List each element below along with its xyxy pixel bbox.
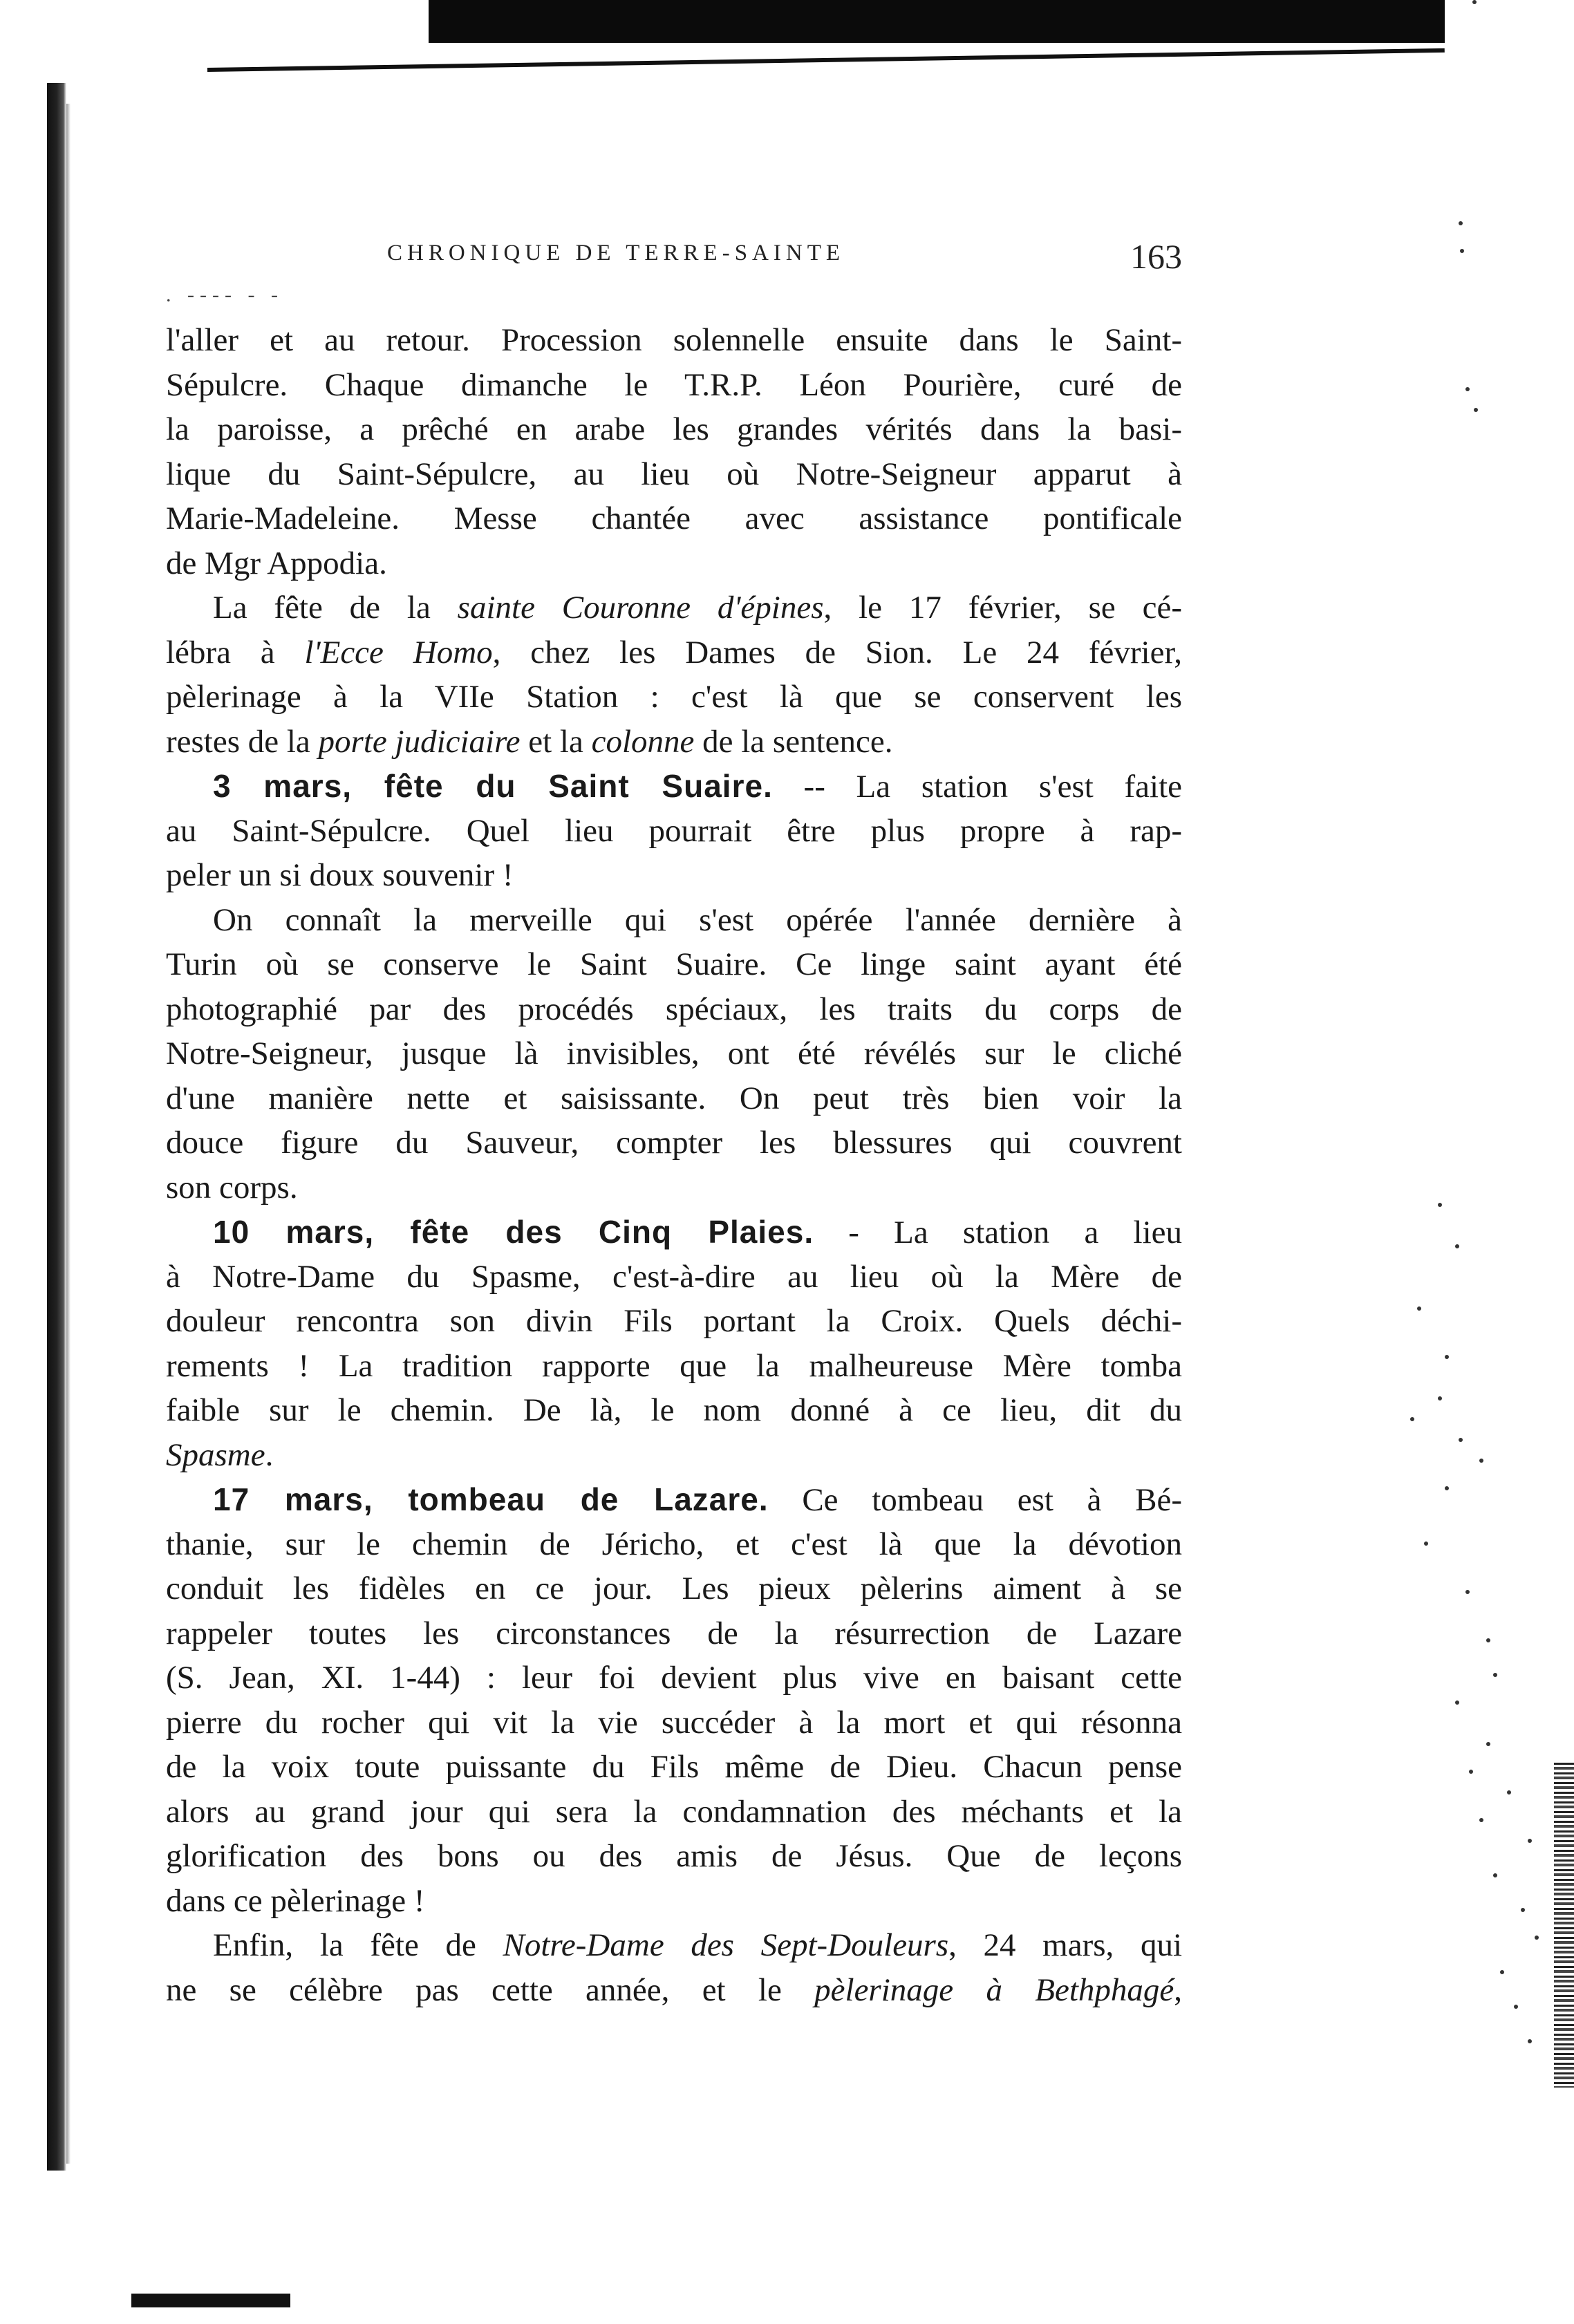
text-segment: douleur rencontra son divin Fils portant la Croix. Quels déchi- — [166, 1303, 1182, 1339]
scan-speck — [1465, 1590, 1470, 1594]
text-line — [166, 1923, 1182, 1968]
scan-left-edge-shadow — [66, 104, 71, 2164]
text-segment: au Saint-Sépulcre. Quel lieu pourrait être plus propre à rap- — [166, 812, 1182, 849]
italic-text: colonne — [591, 723, 695, 760]
text-line — [166, 1210, 1182, 1255]
scan-speck — [1479, 1459, 1483, 1463]
scan-top-bar — [429, 0, 1445, 43]
text-line — [166, 407, 1182, 452]
scan-speck — [1493, 1673, 1497, 1677]
page-number: 163 — [1130, 237, 1182, 276]
text-line — [166, 987, 1182, 1032]
text-line — [166, 675, 1182, 720]
scan-bottom-mark — [131, 2294, 290, 2307]
scan-speck — [1486, 1638, 1490, 1642]
text-segment: Notre-Seigneur, jusque là invisibles, ont été révélés sur le cliché — [166, 1036, 1182, 1071]
text-line — [166, 363, 1182, 408]
italic-text: Spasme — [166, 1436, 265, 1473]
text-segment: et la — [520, 723, 592, 760]
section-heading: 17 mars, tombeau de Lazare. — [213, 1481, 769, 1517]
text-segment: , 24 mars, qui — [948, 1927, 1182, 1963]
scan-speck — [1486, 1742, 1490, 1746]
scan-speck — [1417, 1306, 1421, 1311]
text-line — [166, 853, 1182, 898]
scan-speck — [1472, 0, 1477, 4]
text-line — [166, 1121, 1182, 1165]
italic-text: Notre-Dame des Sept-Douleurs — [503, 1927, 949, 1963]
text-segment: lébra à — [166, 634, 305, 671]
scan-speck — [1455, 1244, 1459, 1248]
scan-speck — [1514, 2005, 1518, 2009]
text-line — [166, 1834, 1182, 1879]
text-line — [166, 1031, 1182, 1076]
text-segment: à Notre-Dame du Spasme, c'est-à-dire au lieu où la Mère de — [166, 1258, 1182, 1295]
italic-text: l'Ecce Homo — [304, 634, 493, 671]
text-line — [166, 1879, 1182, 1924]
text-line — [166, 1522, 1182, 1567]
text-line — [166, 764, 1182, 809]
text-segment: la paroisse, a prêché en arabe les grandes vérités dans la basi- — [166, 411, 1182, 447]
text-segment: (S. Jean, XI. 1-44) : leur foi devient plus vive en baisant cette — [166, 1660, 1182, 1696]
text-line — [166, 541, 1182, 586]
text-segment: ne se célèbre pas cette année, et le — [166, 1971, 815, 2008]
text-segment: rappeler toutes les circonstances de la résurrection de Lazare — [166, 1615, 1182, 1651]
text-line — [166, 452, 1182, 497]
text-line — [166, 318, 1182, 363]
text-segment: On connaît la merveille qui s'est opérée l'année dernière à — [213, 901, 1182, 938]
italic-text: sainte Couronne d'épines — [457, 590, 824, 626]
text-segment: Marie-Madeleine. Messe chantée avec assistance pontificale — [166, 500, 1182, 536]
scan-speck — [1528, 2039, 1532, 2043]
italic-text: porte judiciaire — [318, 723, 521, 760]
text-segment: restes de la — [166, 723, 319, 760]
text-segment: , le 17 février, se cé- — [823, 590, 1182, 626]
text-line — [166, 585, 1182, 630]
scan-speck — [1493, 1873, 1497, 1877]
text-line — [166, 1790, 1182, 1835]
text-line — [166, 630, 1182, 675]
scan-speck — [1455, 1700, 1459, 1705]
text-segment: de la voix toute puissante du Fils même de Dieu. Chacun pense — [166, 1749, 1182, 1785]
text-line — [166, 942, 1182, 987]
text-segment: conduit les fidèles en ce jour. Les pieux pèlerins aiment à se — [166, 1571, 1182, 1606]
text-segment: faible sur le chemin. De là, le nom donné à ce lieu, dit du — [166, 1392, 1182, 1428]
text-segment: - La station a lieu — [814, 1215, 1182, 1250]
scan-left-edge — [47, 83, 66, 2171]
text-line — [166, 496, 1182, 541]
scan-top-rule — [207, 48, 1445, 72]
text-line — [166, 1255, 1182, 1300]
text-segment: photographié par des procédés spéciaux, les traits du corps de — [166, 991, 1182, 1027]
scan-speck — [1479, 1818, 1483, 1822]
text-line — [166, 1700, 1182, 1745]
scan-speck — [1535, 1936, 1539, 1940]
text-line — [166, 898, 1182, 943]
text-line — [166, 1165, 1182, 1210]
text-segment: lique du Saint-Sépulcre, au lieu où Notre-Seigneur apparut à — [166, 456, 1182, 492]
text-line — [166, 1076, 1182, 1121]
body-text — [166, 318, 1182, 2012]
scan-speck — [1410, 1417, 1414, 1421]
text-segment: l'aller et au retour. Procession solennelle ensuite dans le Saint- — [166, 322, 1182, 358]
scan-speck — [1521, 1908, 1525, 1912]
scan-speck — [1445, 1355, 1449, 1359]
text-line — [166, 1477, 1182, 1522]
text-segment: dans ce pèlerinage ! — [166, 1882, 425, 1919]
text-line — [166, 1388, 1182, 1433]
text-segment: , chez les Dames de Sion. Le 24 février, — [492, 634, 1182, 671]
scan-speck — [1460, 249, 1464, 253]
text-segment: thanie, sur le chemin de Jéricho, et c'est là que la dévotion — [166, 1526, 1182, 1562]
text-line — [166, 1611, 1182, 1656]
text-line — [166, 1745, 1182, 1790]
text-segment: . — [265, 1436, 274, 1473]
text-segment: alors au grand jour qui sera la condamnation des méchants et la — [166, 1793, 1182, 1830]
scan-speck — [1445, 1486, 1449, 1490]
text-line — [166, 809, 1182, 854]
text-segment: Ce tombeau est à Bé- — [768, 1482, 1182, 1518]
text-segment: rements ! La tradition rapporte que la malheureuse Mère tomba — [166, 1347, 1182, 1384]
text-segment: , — [1174, 1971, 1182, 2008]
scan-speck — [1474, 408, 1478, 412]
scan-speck — [1528, 1839, 1532, 1843]
scan-speck — [1500, 1970, 1504, 1974]
text-segment: Sépulcre. Chaque dimanche le T.R.P. Léon Pourière, curé de — [166, 366, 1182, 403]
text-segment: pierre du rocher qui vit la vie succéder à la mort et qui résonna — [166, 1704, 1182, 1741]
scan-speck — [1507, 1790, 1511, 1794]
text-segment: d'une manière nette et saisissante. On peut très bien voir la — [166, 1080, 1182, 1116]
text-segment: Turin où se conserve le Saint Suaire. Ce linge saint ayant été — [166, 946, 1182, 982]
text-segment: glorification des bons ou des amis de Jésus. Que de leçons — [166, 1838, 1182, 1874]
text-segment: La fête de la — [213, 590, 458, 626]
text-segment: pèlerinage à la VIIe Station : c'est là que se conservent les — [166, 679, 1182, 715]
scan-speck — [1438, 1203, 1442, 1207]
text-segment: -- La station s'est faite — [772, 769, 1182, 805]
text-line — [166, 1344, 1182, 1389]
text-line — [166, 720, 1182, 765]
text-line — [166, 1299, 1182, 1344]
text-segment: douce figure du Sauveur, compter les blessures qui couvrent — [166, 1125, 1182, 1161]
text-line — [166, 1433, 1182, 1478]
italic-text: pèlerinage à Bethphagé — [814, 1971, 1174, 2008]
scan-right-speckle — [1554, 1763, 1574, 2088]
scan-speck — [1438, 1396, 1442, 1400]
section-heading: 10 mars, fête des Cinq Plaies. — [213, 1214, 814, 1250]
text-segment: peler un si doux souvenir ! — [166, 857, 514, 893]
scan-speck — [1459, 221, 1463, 225]
text-segment: de la sentence. — [694, 723, 893, 760]
page-header — [166, 236, 1182, 306]
scan-speck — [1424, 1541, 1428, 1546]
header-ticks: . ---- - - — [166, 283, 283, 306]
scan-speck — [1469, 1770, 1473, 1774]
running-head: CHRONIQUE DE TERRE-SAINTE — [387, 241, 845, 265]
section-heading: 3 mars, fête du Saint Suaire. — [213, 768, 773, 804]
text-line — [166, 1566, 1182, 1611]
text-segment: son corps. — [166, 1169, 298, 1206]
scan-speck — [1465, 387, 1470, 391]
scan-right-dots — [1327, 594, 1548, 2253]
text-segment: de Mgr Appodia. — [166, 545, 387, 581]
text-line — [166, 1656, 1182, 1700]
text-line — [166, 1968, 1182, 2013]
scan-speck — [1459, 1438, 1463, 1442]
text-segment: Enfin, la fête de — [213, 1927, 503, 1963]
